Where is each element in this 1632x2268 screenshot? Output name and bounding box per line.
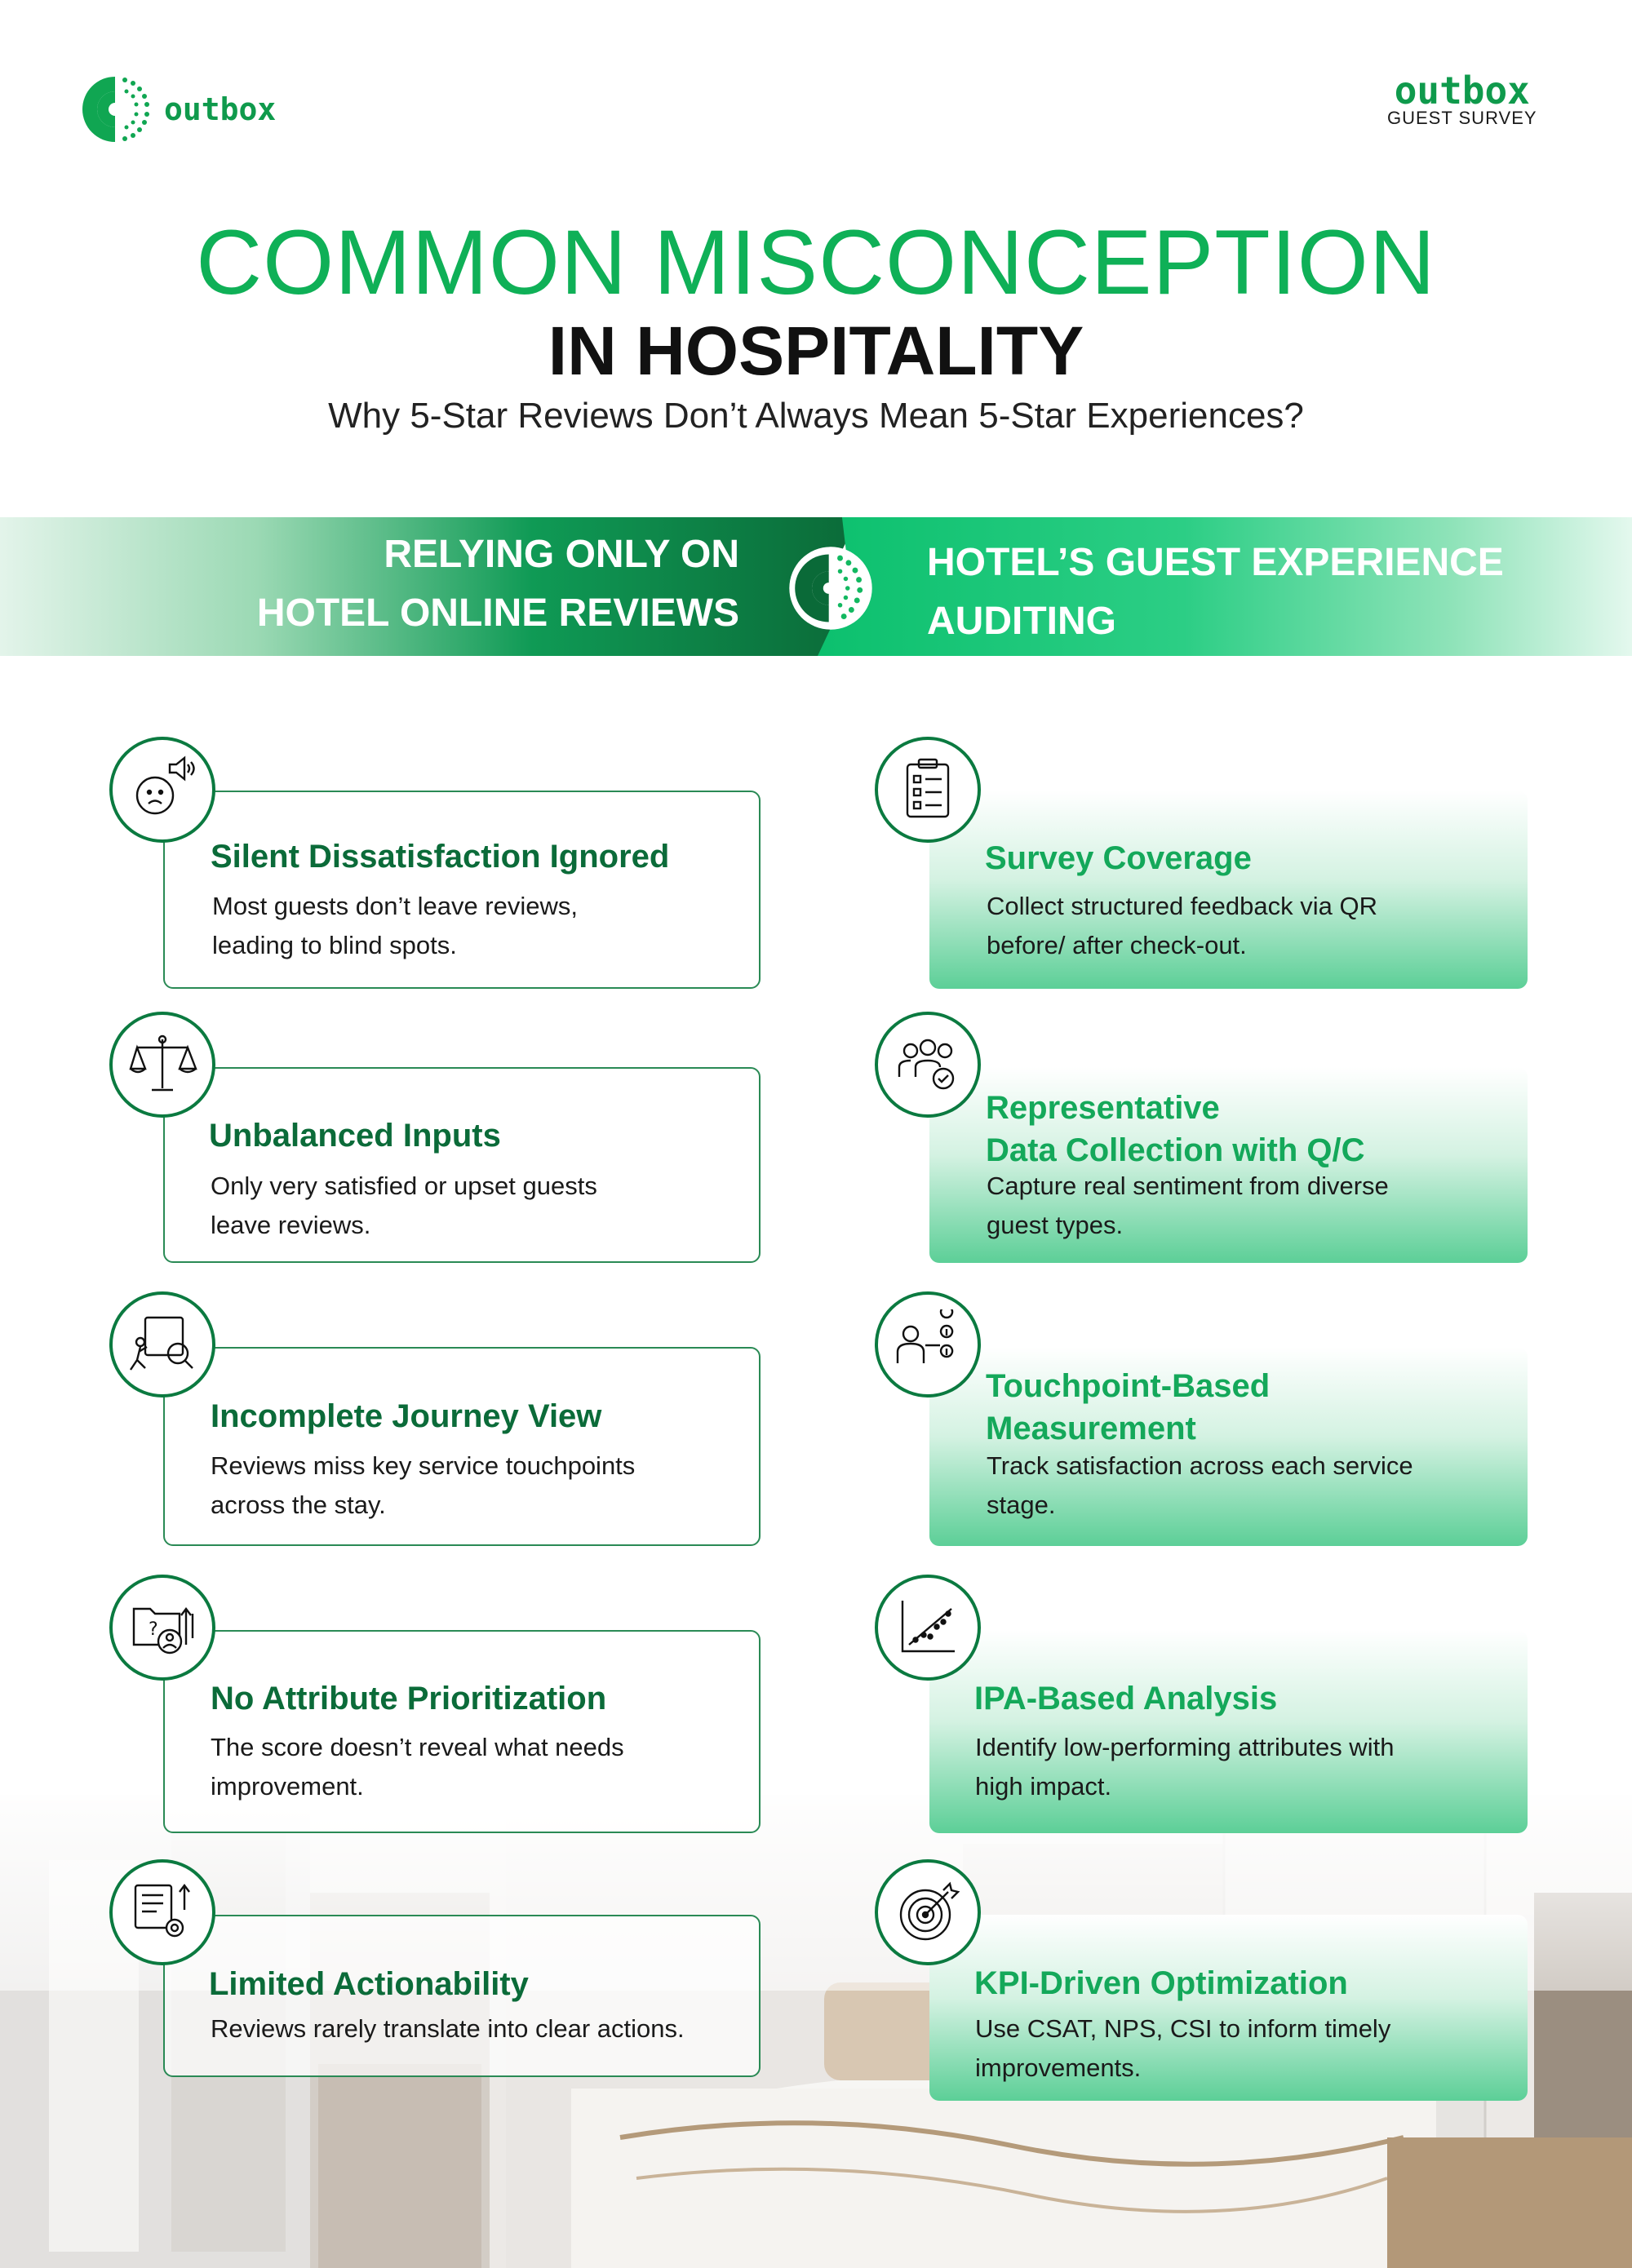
sad-face-speaker-icon: [109, 737, 215, 843]
right-item-2-desc-line2: guest types.: [987, 1211, 1124, 1239]
page-question: Why 5-Star Reviews Don’t Always Mean 5-Star Experiences?: [328, 396, 1304, 436]
right-item-1-desc: [987, 887, 1377, 965]
left-item-1-title: Silent Dissatisfaction Ignored: [211, 839, 670, 875]
right-item-2-desc: [987, 1167, 1389, 1245]
left-item-2-desc: [211, 1167, 597, 1245]
banner-right-line1: HOTEL’S GUEST EXPERIENCE: [927, 541, 1504, 584]
left-item-4-desc-line2: improvement.: [211, 1772, 364, 1801]
folder-question-icon: [109, 1575, 215, 1681]
journey-puzzle-icon: [109, 1291, 215, 1398]
guest-survey-text: GUEST SURVEY: [1387, 108, 1537, 128]
outbox-logo-icon: [78, 72, 153, 147]
outbox-guest-survey-logo: [1387, 69, 1537, 128]
banner-left-line1: RELYING ONLY ON: [384, 533, 739, 576]
banner-right-line2: AUDITING: [927, 600, 1116, 643]
outbox-logo-text: outbox: [164, 91, 277, 127]
right-item-4-title-line1: IPA-Based Analysis: [974, 1681, 1278, 1717]
right-item-3-title: [986, 1365, 1270, 1450]
outbox-logo-left: [78, 72, 276, 147]
touchpoint-map-icon: [875, 1291, 981, 1398]
left-item-2-desc-line2: leave reviews.: [211, 1211, 371, 1239]
left-item-5-desc: [211, 2009, 685, 2049]
right-item-3-desc: [987, 1446, 1413, 1525]
left-item-1-desc-line2: leading to blind spots.: [212, 931, 457, 959]
scatter-plot-icon: [875, 1575, 981, 1681]
clipboard-checklist-icon: [875, 737, 981, 843]
banner-left-line2: HOTEL ONLINE REVIEWS: [256, 591, 739, 635]
left-item-1-desc: [212, 887, 578, 965]
right-item-1-title-line1: Survey Coverage: [985, 840, 1252, 876]
right-item-5-title: [974, 1962, 1348, 2004]
left-item-2-desc-line1: Only very satisfied or upset guests: [211, 1172, 597, 1200]
outbox-center-logo-icon: [787, 545, 874, 636]
left-item-3-desc-line1: Reviews miss key service touchpoints: [211, 1451, 636, 1480]
group-check-icon: [875, 1012, 981, 1118]
banner-right-text: [927, 534, 1580, 651]
right-item-1-desc-line2: before/ after check-out.: [987, 931, 1247, 959]
left-item-4-desc-line1: The score doesn’t reveal what needs: [211, 1733, 624, 1761]
banner-left-text: [168, 525, 739, 643]
left-item-5-desc-line1: Reviews rarely translate into clear actions.: [211, 2014, 685, 2043]
page-subtitle: IN HOSPITALITY: [548, 312, 1084, 389]
left-item-2-title: Unbalanced Inputs: [209, 1118, 501, 1154]
balance-scale-icon: [109, 1012, 215, 1118]
target-dart-icon: [875, 1859, 981, 1965]
right-item-5-desc-line1: Use CSAT, NPS, CSI to inform timely: [975, 2014, 1391, 2043]
right-item-2-title: [986, 1087, 1364, 1172]
left-item-3-title: Incomplete Journey View: [211, 1398, 602, 1434]
right-item-4-title: [974, 1677, 1277, 1720]
right-item-1-desc-line1: Collect structured feedback via QR: [987, 892, 1377, 920]
right-item-2-title-line2: Data Collection with Q/C: [986, 1132, 1365, 1168]
svg-text:?: ?: [149, 1619, 158, 1640]
right-item-5-desc-line2: improvements.: [975, 2053, 1142, 2082]
right-item-5-title-line1: KPI-Driven Optimization: [974, 1965, 1348, 2001]
right-item-5-desc: [975, 2009, 1390, 2088]
left-item-4-title: No Attribute Prioritization: [211, 1681, 607, 1717]
checklist-gear-icon: [109, 1859, 215, 1965]
right-item-4-desc: [975, 1728, 1394, 1806]
outbox-logo-text-right: outbox: [1394, 69, 1530, 113]
left-item-3-desc: [211, 1446, 635, 1525]
right-item-1-title: [985, 837, 1252, 879]
left-item-1-desc-line1: Most guests don’t leave reviews,: [212, 892, 578, 920]
left-item-4-desc: [211, 1728, 624, 1806]
right-item-2-desc-line1: Capture real sentiment from diverse: [987, 1172, 1389, 1200]
left-item-5-title: Limited Actionability: [209, 1966, 529, 2002]
right-item-4-desc-line2: high impact.: [975, 1772, 1112, 1801]
right-item-3-desc-line2: stage.: [987, 1491, 1056, 1519]
right-item-3-desc-line1: Track satisfaction across each service: [987, 1451, 1413, 1480]
page-title: COMMON MISCONCEPTION: [196, 211, 1436, 313]
right-item-4-desc-line1: Identify low-performing attributes with: [975, 1733, 1395, 1761]
right-item-2-title-line1: Representative: [986, 1090, 1220, 1126]
right-item-3-title-line1: Touchpoint-Based: [986, 1368, 1271, 1404]
left-item-3-desc-line2: across the stay.: [211, 1491, 386, 1519]
right-item-3-title-line2: Measurement: [986, 1411, 1196, 1446]
